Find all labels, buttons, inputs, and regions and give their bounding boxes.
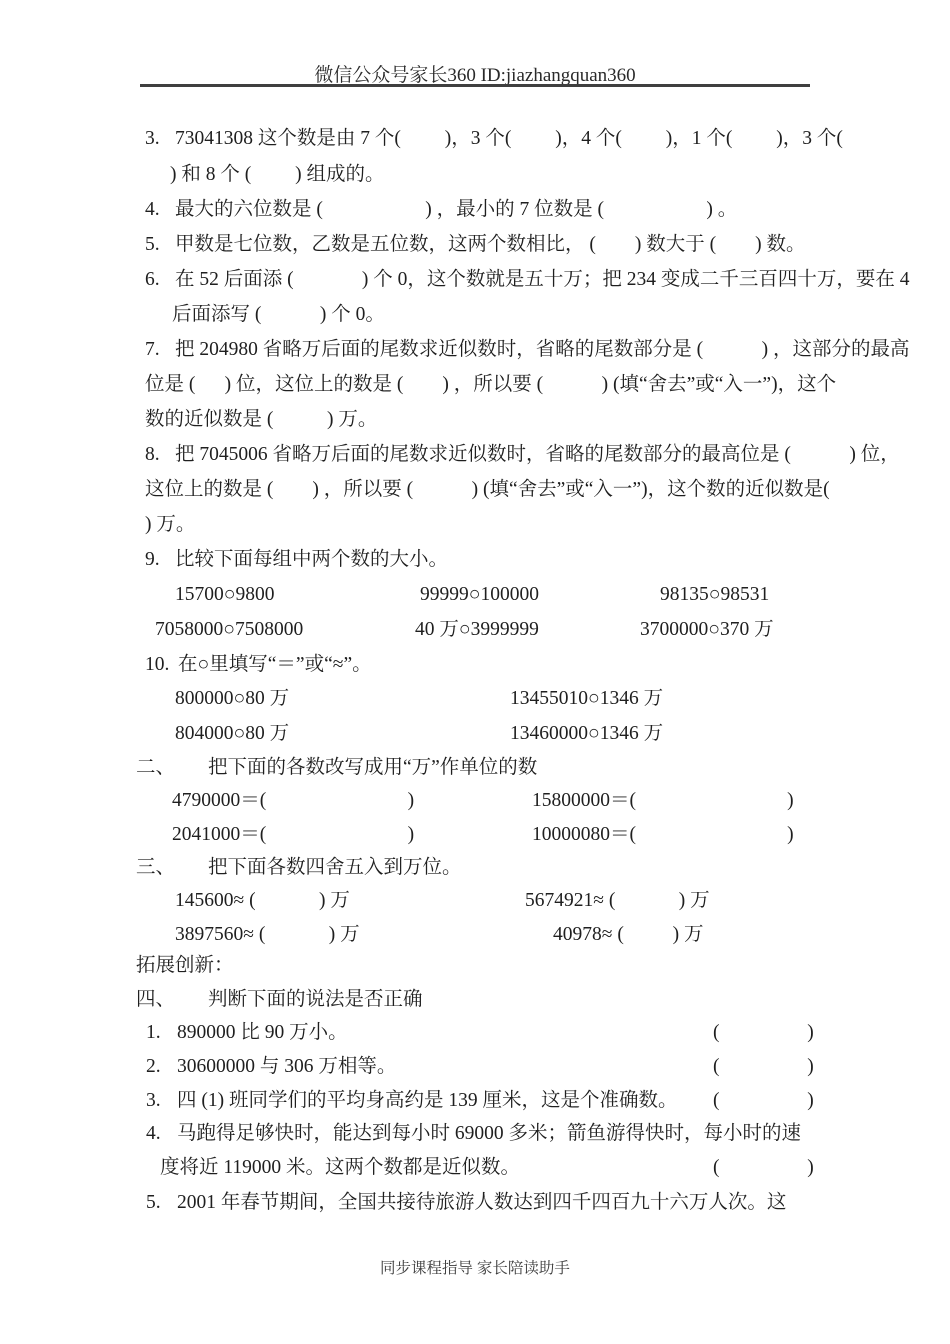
q10-row2-col1: 804000○80 万 xyxy=(175,723,290,744)
q4-number: 4. xyxy=(145,199,160,220)
q9-row2-col3: 3700000○370 万 xyxy=(640,619,774,640)
q8-number: 8. xyxy=(145,444,160,465)
q10-row1-col2: 13455010○1346 万 xyxy=(510,688,664,709)
q9-row1-col3: 98135○98531 xyxy=(660,584,770,605)
s3-row2-col1: 3897560≈ ( ) 万 xyxy=(175,924,360,945)
q8-line3: ) 万。 xyxy=(145,514,196,535)
s2-row1-col1: 4790000＝( ) xyxy=(172,790,415,811)
s3-row1-col1: 145600≈ ( ) 万 xyxy=(175,890,350,911)
q4-line1: 最大的六位数是 ( ) ，最小的 7 位数是 ( ) 。 xyxy=(175,199,738,220)
judge1-number: 1. xyxy=(146,1022,161,1043)
section3-number: 三、 xyxy=(136,857,176,878)
q5-number: 5. xyxy=(145,234,160,255)
judge4-number: 4. xyxy=(146,1123,161,1144)
judge4-line2: 度将近 119000 米。这两个数都是近似数。 xyxy=(160,1157,521,1178)
q3-line1: 73041308 这个数是由 7 个( )，3 个( )，4 个( )，1 个( )，3 个( xyxy=(175,128,843,149)
q8-line1: 把 7045006 省略万后面的尾数求近似数时，省略的尾数部分的最高位是 ( ) 位， xyxy=(175,444,900,465)
q9-row2-col2: 40 万○3999999 xyxy=(415,619,539,640)
s2-row2-col2: 10000080＝( ) xyxy=(532,824,794,845)
q10-number: 10. xyxy=(145,654,170,675)
s2-row2-col1: 2041000＝( ) xyxy=(172,824,415,845)
judge5-number: 5. xyxy=(146,1192,161,1213)
header-watermark: 微信公众号家长360 ID:jiazhangquan360 xyxy=(314,65,636,86)
q9-number: 9. xyxy=(145,549,160,570)
q9-row2-col1: 7058000○7508000 xyxy=(155,619,304,640)
judge2-text: 30600000 与 306 万相等。 xyxy=(177,1056,397,1077)
section2-title: 把下面的各数改写成用“万”作单位的数 xyxy=(208,757,538,778)
q8-line2: 这位上的数是 ( ) ，所以要 ( ) (填“舍去”或“入一”)，这个数的近似数是( xyxy=(145,479,830,500)
judge4-bracket: ( ) xyxy=(713,1157,814,1178)
judge2-bracket: ( ) xyxy=(713,1056,814,1077)
q6-number: 6. xyxy=(145,269,160,290)
judge4-line1: 马跑得足够快时，能达到每小时 69000 多米；箭鱼游得快时，每小时的速 xyxy=(177,1123,802,1144)
s3-row2-col2: 40978≈ ( ) 万 xyxy=(553,924,704,945)
q9-row1-col1: 15700○9800 xyxy=(175,584,275,605)
section4-title: 判断下面的说法是否正确 xyxy=(208,989,423,1010)
judge5-text: 2001 年春节期间，全国共接待旅游人数达到四千四百九十六万人次。这 xyxy=(177,1192,787,1213)
q6-line2: 后面添写 ( ) 个 0。 xyxy=(172,304,385,325)
q6-line1: 在 52 后面添 ( ) 个 0，这个数就是五十万；把 234 变成二千三百四十万，要在 4 xyxy=(175,269,910,290)
q7-line2: 位是 ( ) 位，这位上的数是 ( ) ，所以要 ( ) (填“舍去”或“入一”)，这个 xyxy=(145,374,837,395)
judge2-number: 2. xyxy=(146,1056,161,1077)
q10-title: 在○里填写“＝”或“≈”。 xyxy=(178,654,372,675)
q7-number: 7. xyxy=(145,339,160,360)
q10-row1-col1: 800000○80 万 xyxy=(175,688,290,709)
q9-title: 比较下面每组中两个数的大小。 xyxy=(175,549,449,570)
judge3-text: 四 (1) 班同学们的平均身高约是 139 厘米，这是个准确数。 xyxy=(177,1090,678,1111)
q10-row2-col2: 13460000○1346 万 xyxy=(510,723,664,744)
judge1-bracket: ( ) xyxy=(713,1022,814,1043)
s2-row1-col2: 15800000＝( ) xyxy=(532,790,794,811)
q3-line2: ) 和 8 个 ( ) 组成的。 xyxy=(170,164,385,185)
judge3-number: 3. xyxy=(146,1090,161,1111)
section3-title: 把下面各数四舍五入到万位。 xyxy=(208,857,462,878)
section4-number: 四、 xyxy=(136,989,176,1010)
q3-number: 3. xyxy=(145,128,160,149)
section2-number: 二、 xyxy=(136,757,176,778)
judge3-bracket: ( ) xyxy=(713,1090,814,1111)
s3-row1-col2: 5674921≈ ( ) 万 xyxy=(525,890,710,911)
q7-line3: 数的近似数是 ( ) 万。 xyxy=(145,409,378,430)
q5-line1: 甲数是七位数，乙数是五位数，这两个数相比， ( ) 数大于 ( ) 数。 xyxy=(175,234,806,255)
expand-label: 拓展创新： xyxy=(136,955,234,976)
q7-line1: 把 204980 省略万后面的尾数求近似数时，省略的尾数部分是 ( ) ，这部分的最高 xyxy=(175,339,910,360)
header-rule xyxy=(140,84,810,87)
page-footer: 同步课程指导 家长陪读助手 xyxy=(380,1260,570,1277)
judge1-text: 890000 比 90 万小。 xyxy=(177,1022,348,1043)
q9-row1-col2: 99999○100000 xyxy=(420,584,540,605)
